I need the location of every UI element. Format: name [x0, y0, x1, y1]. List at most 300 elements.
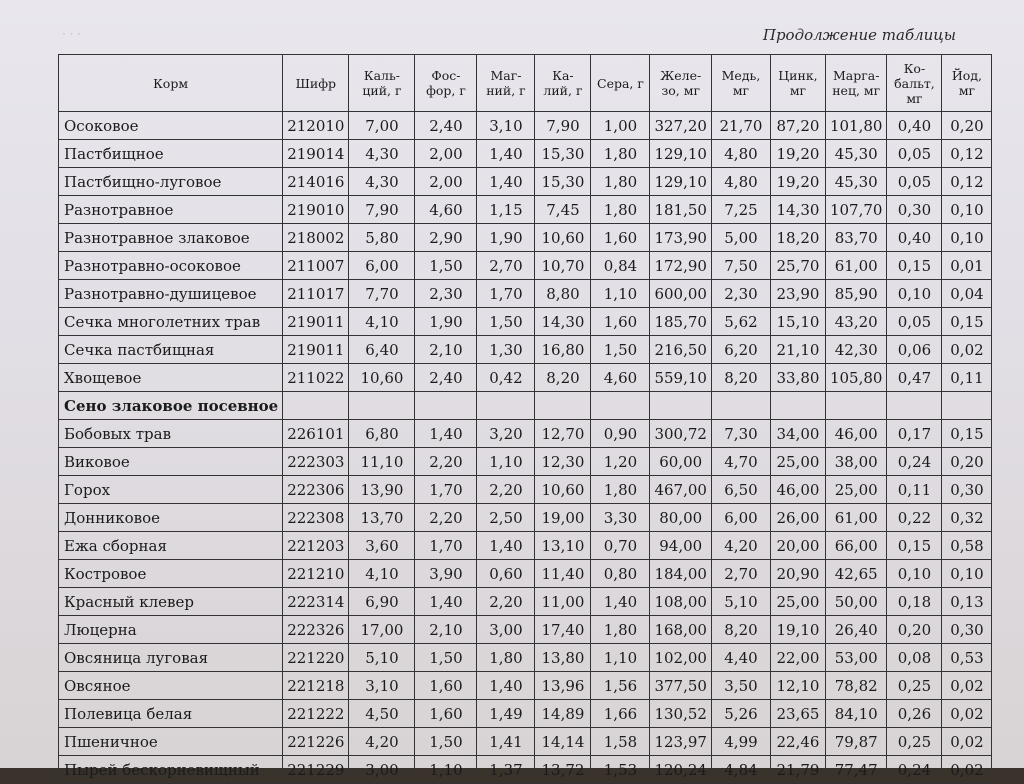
value-cell: 0,05 [887, 308, 942, 336]
value-cell: 1,60 [591, 308, 650, 336]
table-row [59, 196, 992, 224]
code-cell: 222303 [283, 448, 349, 476]
value-cell: 21,10 [770, 336, 825, 364]
code-cell: 221220 [283, 644, 349, 672]
value-cell [825, 392, 887, 420]
value-cell: 0,20 [942, 448, 992, 476]
value-cell: 2,30 [711, 280, 770, 308]
value-cell: 1,53 [591, 756, 650, 784]
feed-name-cell: Овсяное [59, 672, 283, 700]
value-cell: 0,06 [887, 336, 942, 364]
table-row [59, 252, 992, 280]
table-row [59, 280, 992, 308]
value-cell [650, 392, 712, 420]
value-cell: 168,00 [650, 616, 712, 644]
value-cell: 13,70 [349, 504, 415, 532]
value-cell: 1,40 [477, 140, 535, 168]
value-cell: 22,00 [770, 644, 825, 672]
table-row [59, 532, 992, 560]
value-cell: 2,20 [477, 476, 535, 504]
value-cell: 0,10 [942, 560, 992, 588]
value-cell: 1,41 [477, 728, 535, 756]
value-cell: 3,50 [711, 672, 770, 700]
feed-name-cell: Разнотравно-душицевое [59, 280, 283, 308]
value-cell: 1,80 [477, 644, 535, 672]
value-cell: 5,80 [349, 224, 415, 252]
value-cell: 20,00 [770, 532, 825, 560]
feed-name-cell: Сечка многолетних трав [59, 308, 283, 336]
code-cell: 211017 [283, 280, 349, 308]
column-header: Марга- нец, мг [825, 55, 887, 112]
code-cell: 221226 [283, 728, 349, 756]
value-cell: 15,10 [770, 308, 825, 336]
feed-name-cell: Красный клевер [59, 588, 283, 616]
code-cell: 222326 [283, 616, 349, 644]
code-cell: 219011 [283, 308, 349, 336]
value-cell: 0,26 [887, 700, 942, 728]
value-cell: 61,00 [825, 504, 887, 532]
value-cell: 19,20 [770, 140, 825, 168]
value-cell: 2,70 [711, 560, 770, 588]
value-cell: 17,40 [535, 616, 591, 644]
value-cell: 1,50 [591, 336, 650, 364]
value-cell: 0,12 [942, 140, 992, 168]
value-cell: 7,30 [711, 420, 770, 448]
value-cell: 94,00 [650, 532, 712, 560]
value-cell: 327,20 [650, 112, 712, 140]
value-cell: 0,47 [887, 364, 942, 392]
value-cell: 3,90 [415, 560, 477, 588]
value-cell: 123,97 [650, 728, 712, 756]
value-cell: 2,70 [477, 252, 535, 280]
value-cell: 300,72 [650, 420, 712, 448]
value-cell: 3,60 [349, 532, 415, 560]
value-cell: 1,80 [591, 196, 650, 224]
value-cell: 4,80 [711, 168, 770, 196]
value-cell: 21,70 [711, 112, 770, 140]
feed-name-cell: Пастбищное [59, 140, 283, 168]
feed-name-cell: Пастбищно-луговое [59, 168, 283, 196]
value-cell: 6,20 [711, 336, 770, 364]
value-cell: 1,40 [477, 532, 535, 560]
code-cell: 219011 [283, 336, 349, 364]
value-cell: 1,40 [477, 168, 535, 196]
value-cell: 0,15 [942, 308, 992, 336]
value-cell: 4,80 [711, 140, 770, 168]
value-cell [770, 392, 825, 420]
value-cell: 4,20 [349, 728, 415, 756]
value-cell: 6,50 [711, 476, 770, 504]
code-cell: 222314 [283, 588, 349, 616]
code-cell: 221229 [283, 756, 349, 784]
value-cell: 0,58 [942, 532, 992, 560]
table-row [59, 588, 992, 616]
value-cell [887, 392, 942, 420]
column-header: Сера, г [591, 55, 650, 112]
table-row [59, 756, 992, 784]
column-header: Корм [59, 55, 283, 112]
value-cell: 2,90 [415, 224, 477, 252]
column-header: Маг- ний, г [477, 55, 535, 112]
value-cell: 0,02 [942, 336, 992, 364]
column-header: Желе- зо, мг [650, 55, 712, 112]
value-cell: 43,20 [825, 308, 887, 336]
value-cell: 1,50 [477, 308, 535, 336]
value-cell: 3,00 [349, 756, 415, 784]
value-cell: 8,20 [711, 364, 770, 392]
column-header: Фос- фор, г [415, 55, 477, 112]
value-cell: 0,02 [942, 700, 992, 728]
value-cell: 129,10 [650, 140, 712, 168]
value-cell [349, 392, 415, 420]
value-cell: 85,90 [825, 280, 887, 308]
value-cell: 1,10 [591, 280, 650, 308]
value-cell: 172,90 [650, 252, 712, 280]
value-cell: 0,20 [887, 616, 942, 644]
value-cell: 0,40 [887, 224, 942, 252]
value-cell: 42,30 [825, 336, 887, 364]
value-cell: 21,79 [770, 756, 825, 784]
value-cell: 0,10 [887, 280, 942, 308]
feed-minerals-table [58, 54, 992, 784]
value-cell: 0,25 [887, 728, 942, 756]
value-cell: 2,10 [415, 616, 477, 644]
value-cell: 0,12 [942, 168, 992, 196]
value-cell: 1,50 [415, 252, 477, 280]
value-cell: 0,11 [942, 364, 992, 392]
feed-name-cell: Донниковое [59, 504, 283, 532]
value-cell: 2,40 [415, 112, 477, 140]
value-cell: 1,70 [415, 532, 477, 560]
value-cell: 2,50 [477, 504, 535, 532]
code-cell: 211022 [283, 364, 349, 392]
value-cell: 25,00 [770, 448, 825, 476]
value-cell: 0,60 [477, 560, 535, 588]
value-cell [477, 392, 535, 420]
value-cell: 19,20 [770, 168, 825, 196]
value-cell: 0,30 [942, 616, 992, 644]
value-cell: 13,96 [535, 672, 591, 700]
code-cell: 226101 [283, 420, 349, 448]
value-cell: 1,30 [477, 336, 535, 364]
code-cell: 219010 [283, 196, 349, 224]
value-cell: 107,70 [825, 196, 887, 224]
value-cell: 23,90 [770, 280, 825, 308]
feed-name-cell: Осоковое [59, 112, 283, 140]
value-cell: 0,10 [942, 224, 992, 252]
value-cell: 1,80 [591, 140, 650, 168]
value-cell: 184,00 [650, 560, 712, 588]
value-cell: 25,70 [770, 252, 825, 280]
value-cell: 1,15 [477, 196, 535, 224]
value-cell: 102,00 [650, 644, 712, 672]
table-row [59, 364, 992, 392]
value-cell: 0,84 [591, 252, 650, 280]
value-cell: 4,99 [711, 728, 770, 756]
value-cell: 130,52 [650, 700, 712, 728]
feed-name-cell: Разнотравно-осоковое [59, 252, 283, 280]
value-cell: 26,00 [770, 504, 825, 532]
value-cell: 0,04 [942, 280, 992, 308]
value-cell: 559,10 [650, 364, 712, 392]
value-cell: 5,62 [711, 308, 770, 336]
table-row [59, 420, 992, 448]
code-cell: 221203 [283, 532, 349, 560]
value-cell: 1,50 [415, 644, 477, 672]
value-cell: 0,05 [887, 168, 942, 196]
value-cell: 20,90 [770, 560, 825, 588]
value-cell: 0,11 [887, 476, 942, 504]
table-row [59, 728, 992, 756]
value-cell: 46,00 [770, 476, 825, 504]
value-cell: 4,50 [349, 700, 415, 728]
value-cell: 80,00 [650, 504, 712, 532]
table-row [59, 140, 992, 168]
value-cell: 25,00 [770, 588, 825, 616]
value-cell: 1,80 [591, 616, 650, 644]
table-header-row [59, 55, 992, 112]
value-cell: 1,90 [477, 224, 535, 252]
value-cell: 2,20 [415, 504, 477, 532]
value-cell: 216,50 [650, 336, 712, 364]
value-cell: 0,17 [887, 420, 942, 448]
value-cell: 61,00 [825, 252, 887, 280]
value-cell: 129,10 [650, 168, 712, 196]
value-cell: 42,65 [825, 560, 887, 588]
value-cell: 0,40 [887, 112, 942, 140]
value-cell: 1,60 [415, 672, 477, 700]
table-row [59, 560, 992, 588]
value-cell: 1,50 [415, 728, 477, 756]
value-cell: 13,72 [535, 756, 591, 784]
value-cell: 11,40 [535, 560, 591, 588]
value-cell [415, 392, 477, 420]
value-cell: 2,10 [415, 336, 477, 364]
value-cell: 87,20 [770, 112, 825, 140]
value-cell: 4,40 [711, 644, 770, 672]
value-cell: 2,20 [477, 588, 535, 616]
value-cell: 22,46 [770, 728, 825, 756]
value-cell: 0,30 [887, 196, 942, 224]
table-row [59, 168, 992, 196]
value-cell: 1,10 [477, 448, 535, 476]
value-cell: 16,80 [535, 336, 591, 364]
feed-name-cell: Сечка пастбищная [59, 336, 283, 364]
value-cell: 50,00 [825, 588, 887, 616]
value-cell: 0,24 [887, 448, 942, 476]
value-cell: 18,20 [770, 224, 825, 252]
value-cell: 4,10 [349, 308, 415, 336]
table-row [59, 448, 992, 476]
value-cell: 7,90 [349, 196, 415, 224]
value-cell: 6,00 [349, 252, 415, 280]
value-cell: 1,80 [591, 168, 650, 196]
column-header: Йод, мг [942, 55, 992, 112]
table-row [59, 644, 992, 672]
value-cell: 7,00 [349, 112, 415, 140]
value-cell: 0,70 [591, 532, 650, 560]
value-cell [942, 392, 992, 420]
value-cell: 0,02 [942, 756, 992, 784]
code-cell: 211007 [283, 252, 349, 280]
code-cell: 212010 [283, 112, 349, 140]
value-cell: 12,10 [770, 672, 825, 700]
feed-name-cell: Пшеничное [59, 728, 283, 756]
value-cell: 1,40 [415, 420, 477, 448]
code-cell: 214016 [283, 168, 349, 196]
table-row [59, 336, 992, 364]
value-cell: 33,80 [770, 364, 825, 392]
value-cell: 0,15 [942, 420, 992, 448]
running-head: Продолжение таблицы [762, 26, 956, 44]
value-cell: 4,30 [349, 140, 415, 168]
value-cell: 3,10 [349, 672, 415, 700]
value-cell: 4,70 [711, 448, 770, 476]
value-cell [535, 392, 591, 420]
table-body [59, 112, 992, 784]
value-cell: 0,20 [942, 112, 992, 140]
code-cell: 221210 [283, 560, 349, 588]
value-cell: 19,00 [535, 504, 591, 532]
column-header: Ка- лий, г [535, 55, 591, 112]
value-cell: 0,15 [887, 252, 942, 280]
value-cell: 4,30 [349, 168, 415, 196]
value-cell: 0,13 [942, 588, 992, 616]
value-cell: 8,80 [535, 280, 591, 308]
value-cell: 1,40 [591, 588, 650, 616]
feed-name-cell: Ежа сборная [59, 532, 283, 560]
value-cell: 25,00 [825, 476, 887, 504]
value-cell: 0,10 [887, 560, 942, 588]
table-row [59, 672, 992, 700]
value-cell: 8,20 [535, 364, 591, 392]
value-cell: 3,30 [591, 504, 650, 532]
value-cell: 60,00 [650, 448, 712, 476]
value-cell: 53,00 [825, 644, 887, 672]
value-cell: 4,10 [349, 560, 415, 588]
value-cell: 1,37 [477, 756, 535, 784]
value-cell: 0,02 [942, 672, 992, 700]
table-row [59, 476, 992, 504]
value-cell: 0,53 [942, 644, 992, 672]
feed-name-cell: Разнотравное [59, 196, 283, 224]
value-cell: 0,25 [887, 672, 942, 700]
value-cell: 6,40 [349, 336, 415, 364]
value-cell: 14,14 [535, 728, 591, 756]
value-cell: 10,60 [349, 364, 415, 392]
code-cell: 221222 [283, 700, 349, 728]
value-cell: 14,30 [535, 308, 591, 336]
value-cell: 2,30 [415, 280, 477, 308]
value-cell: 0,24 [887, 756, 942, 784]
value-cell: 84,10 [825, 700, 887, 728]
value-cell: 600,00 [650, 280, 712, 308]
value-cell: 1,60 [591, 224, 650, 252]
code-cell: 218002 [283, 224, 349, 252]
value-cell: 3,00 [477, 616, 535, 644]
value-cell: 0,18 [887, 588, 942, 616]
value-cell: 1,56 [591, 672, 650, 700]
bleed-through-text: · · · [62, 27, 82, 41]
value-cell: 7,90 [535, 112, 591, 140]
value-cell: 8,20 [711, 616, 770, 644]
value-cell: 13,90 [349, 476, 415, 504]
value-cell: 120,24 [650, 756, 712, 784]
value-cell: 185,70 [650, 308, 712, 336]
value-cell: 5,10 [349, 644, 415, 672]
value-cell: 0,05 [887, 140, 942, 168]
column-header: Цинк, мг [770, 55, 825, 112]
value-cell: 1,80 [591, 476, 650, 504]
value-cell: 23,65 [770, 700, 825, 728]
value-cell: 0,30 [942, 476, 992, 504]
value-cell: 45,30 [825, 140, 887, 168]
table-row [59, 224, 992, 252]
value-cell [591, 392, 650, 420]
value-cell [711, 392, 770, 420]
value-cell: 26,40 [825, 616, 887, 644]
value-cell: 1,20 [591, 448, 650, 476]
value-cell: 0,10 [942, 196, 992, 224]
value-cell: 1,66 [591, 700, 650, 728]
feed-name-cell: Горох [59, 476, 283, 504]
value-cell: 6,90 [349, 588, 415, 616]
value-cell: 12,30 [535, 448, 591, 476]
value-cell: 1,00 [591, 112, 650, 140]
value-cell: 15,30 [535, 140, 591, 168]
feed-name-cell: Сено злаковое посевное [59, 392, 283, 420]
value-cell: 12,70 [535, 420, 591, 448]
value-cell: 66,00 [825, 532, 887, 560]
value-cell: 11,00 [535, 588, 591, 616]
value-cell: 14,30 [770, 196, 825, 224]
column-header: Медь, мг [711, 55, 770, 112]
value-cell: 4,60 [591, 364, 650, 392]
value-cell: 7,45 [535, 196, 591, 224]
value-cell: 1,90 [415, 308, 477, 336]
value-cell: 15,30 [535, 168, 591, 196]
value-cell: 4,20 [711, 532, 770, 560]
value-cell: 11,10 [349, 448, 415, 476]
value-cell: 105,80 [825, 364, 887, 392]
value-cell: 1,60 [415, 700, 477, 728]
value-cell: 79,87 [825, 728, 887, 756]
code-cell: 221218 [283, 672, 349, 700]
value-cell: 0,80 [591, 560, 650, 588]
value-cell: 1,10 [591, 644, 650, 672]
feed-name-cell: Пырей бескорневищный [59, 756, 283, 784]
value-cell: 1,10 [415, 756, 477, 784]
value-cell: 10,70 [535, 252, 591, 280]
code-cell: 222306 [283, 476, 349, 504]
value-cell: 38,00 [825, 448, 887, 476]
value-cell: 1,40 [415, 588, 477, 616]
value-cell: 13,80 [535, 644, 591, 672]
value-cell: 7,50 [711, 252, 770, 280]
value-cell: 1,49 [477, 700, 535, 728]
value-cell: 0,02 [942, 728, 992, 756]
feed-name-cell: Разнотравное злаковое [59, 224, 283, 252]
value-cell: 77,47 [825, 756, 887, 784]
feed-name-cell: Хвощевое [59, 364, 283, 392]
table-row [59, 308, 992, 336]
value-cell: 4,84 [711, 756, 770, 784]
value-cell: 108,00 [650, 588, 712, 616]
table-row [59, 700, 992, 728]
feed-name-cell: Бобовых трав [59, 420, 283, 448]
value-cell: 14,89 [535, 700, 591, 728]
table-row [59, 504, 992, 532]
